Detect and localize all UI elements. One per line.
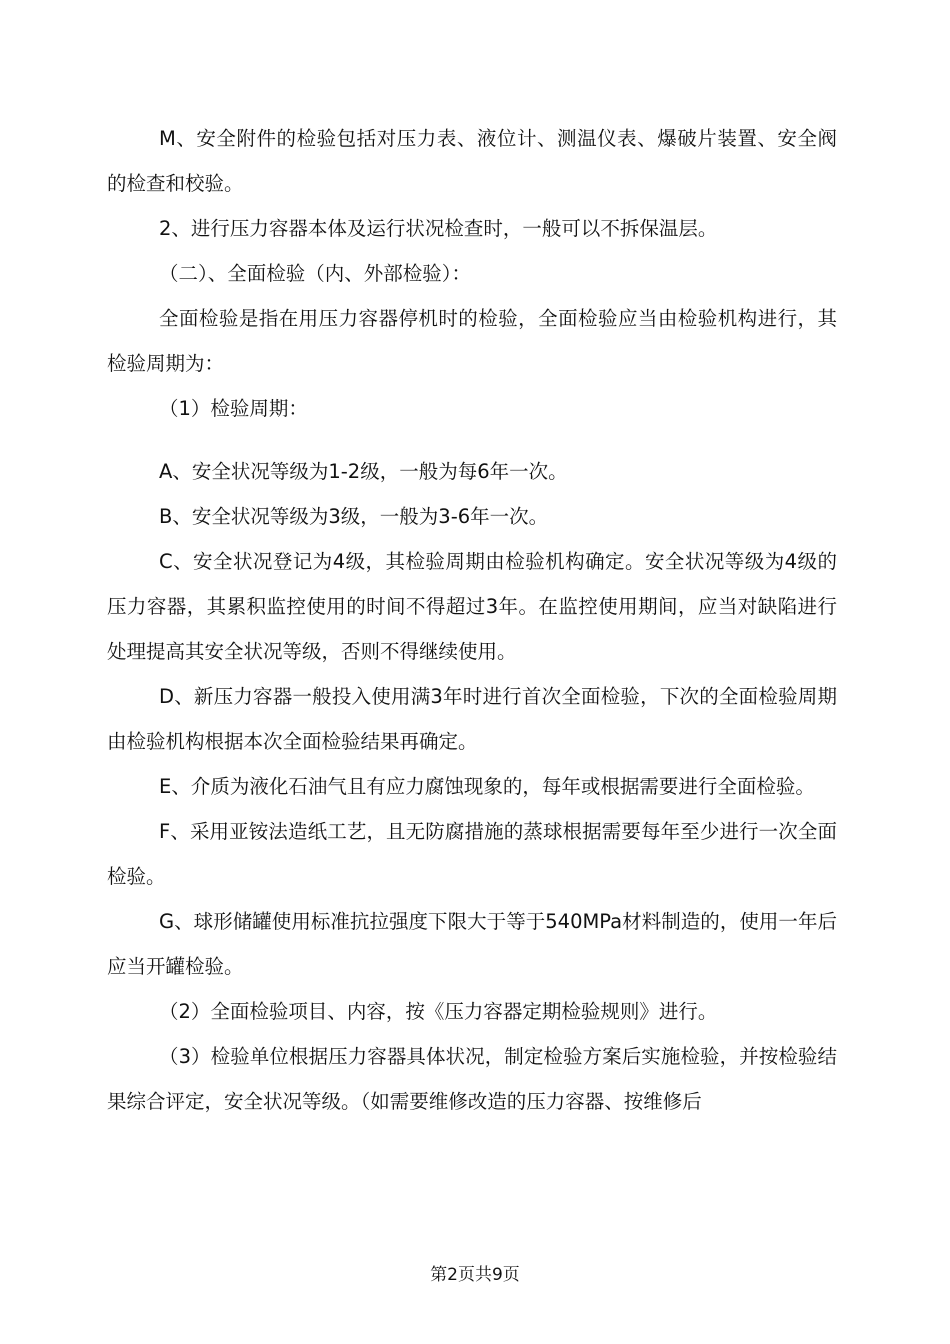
subheading-inspection-period: （1）检验周期： — [159, 397, 308, 420]
list-item-e: E、介质为液化石油气且有应力腐蚀现象的，每年或根据需要进行全面检验。 — [159, 775, 815, 798]
list-item-g: G、球形储罐使用标准抗拉强度下限大于等于540MPa材料制造的，使用一年后应当开罐检验。 — [107, 910, 837, 978]
paragraph-insulation: 2、进行压力容器本体及运行状况检查时，一般可以不拆保温层。 — [159, 217, 718, 240]
paragraph-inspection-plan: （3）检验单位根据压力容器具体状况，制定检验方案后实施检验，并按检验结果综合评定，安全状况等级。（如需要维修改造的压力容器、按维修后 — [107, 1045, 837, 1113]
page-number-footer: 第2页共9页 — [430, 1265, 520, 1285]
paragraph-inspection-items: （2）全面检验项目、内容，按《压力容器定期检验规则》进行。 — [159, 1000, 718, 1023]
paragraph-safety-accessories: M、安全附件的检验包括对压力表、液位计、测温仪表、爆破片装置、安全阀的检查和校验。 — [107, 127, 837, 195]
list-item-d: D、新压力容器一般投入使用满3年时进行首次全面检验，下次的全面检验周期由检验机构根据本次全面检验结果再确定。 — [107, 685, 837, 753]
list-item-c: C、安全状况登记为4级，其检验周期由检验机构确定。安全状况等级为4级的压力容器，其累积监控使用的时间不得超过3年。在监控使用期间，应当对缺陷进行处理提高其安全状况等级，否则不得继续使用。 — [107, 550, 837, 663]
list-item-b: B、安全状况等级为3级，一般为3-6年一次。 — [159, 505, 549, 528]
list-item-a: A、安全状况等级为1-2级，一般为每6年一次。 — [159, 460, 568, 483]
paragraph-full-inspection-definition: 全面检验是指在用压力容器停机时的检验，全面检验应当由检验机构进行，其检验周期为： — [107, 307, 837, 375]
document-body — [107, 116, 837, 1124]
section-heading-full-inspection: （二）、全面检验（内、外部检验）： — [159, 262, 472, 285]
list-item-f: F、采用亚铵法造纸工艺，且无防腐措施的蒸球根据需要每年至少进行一次全面检验。 — [107, 820, 837, 888]
